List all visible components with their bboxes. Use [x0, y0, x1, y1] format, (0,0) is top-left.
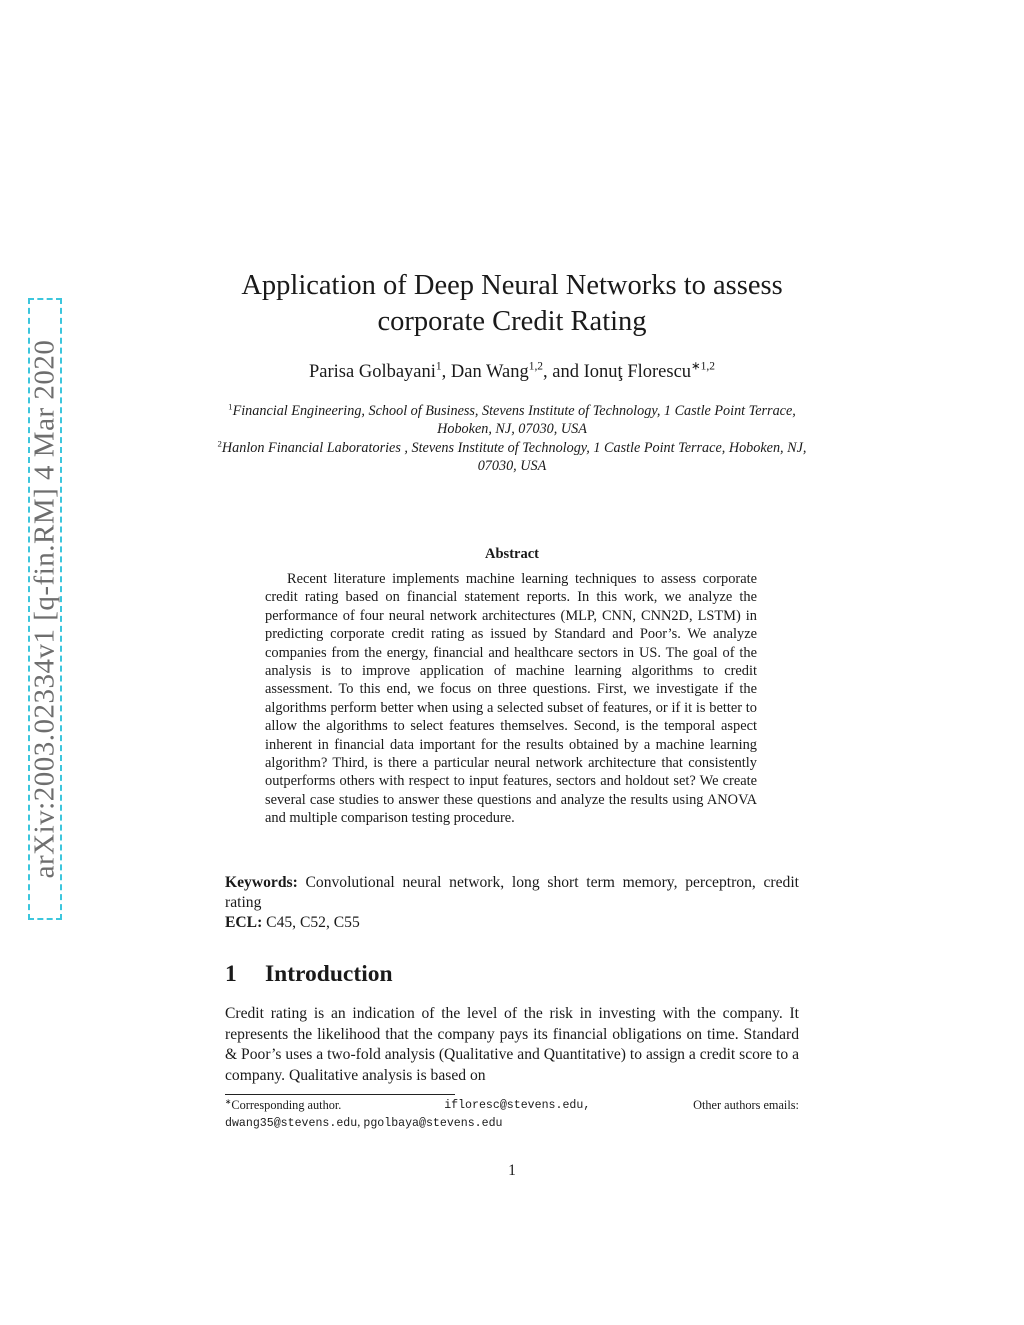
arxiv-stamp	[28, 298, 62, 920]
page-number: 1	[508, 1162, 516, 1179]
affiliation-number: 1	[228, 401, 233, 412]
footnote-corresponding	[225, 1097, 341, 1114]
footnote-line-2: dwang35@stevens.edu, pgolbaya@stevens.edu	[225, 1115, 503, 1130]
keywords-label: Keywords:	[225, 874, 298, 891]
arxiv-identifier: arXiv:2003.02334v1 [q-fin.RM] 4 Mar 2020	[28, 339, 61, 879]
footnote-label: Corresponding author.	[231, 1098, 342, 1112]
footnote-line-1	[225, 1097, 799, 1114]
keywords	[225, 873, 799, 913]
ecl-label: ECL:	[225, 914, 263, 931]
author-name: Parisa Golbayani	[309, 362, 436, 382]
affiliations	[212, 402, 812, 475]
affiliation-number: 2	[217, 437, 222, 448]
author-affiliation-mark: ∗1,2	[691, 360, 715, 373]
affiliation	[212, 402, 812, 439]
section-number: 1	[225, 961, 237, 987]
affiliation	[212, 439, 812, 476]
author-separator: ,	[441, 362, 451, 382]
author-name: Dan Wang	[450, 362, 529, 382]
paper-title	[200, 268, 824, 340]
author-list	[200, 362, 824, 383]
footnote-email: dwang35@stevens.edu	[225, 1117, 358, 1130]
author-affiliation-mark: 1,2	[528, 360, 544, 373]
title-line-2: corporate Credit Rating	[377, 306, 647, 337]
footnote	[225, 1097, 799, 1132]
abstract-heading: Abstract	[485, 546, 539, 562]
footnote-mark: ∗	[225, 1097, 232, 1107]
author-affiliation-mark: 1	[435, 360, 442, 373]
title-line-1: Application of Deep Neural Networks to assess	[241, 270, 783, 301]
author-name: Ionuţ Florescu	[583, 362, 692, 382]
section-heading	[225, 961, 393, 988]
abstract-text: Recent literature implements machine learning techniques to assess corporate credit rating based on financial statement reports. In this work, we analyze the performance of four neural network architectures (MLP, CNN, CNN2D, LSTM) in predicting corporate credit rating as issued by Standard and Poor’s. We analyze companies from the energy, financial and healthcare sectors in US. The goal of the analysis is to improve application of machine learning algorithms to credit assessment. To this end, we focus on three questions. First, we investigate if the algorithms perform better when using a selected subset of features, or if it is better to allow the algorithms to select features themselves. Second, is the temporal aspect inherent in financial data important for the results obtained by a machine learning algorithm? Third, is there a particular neural network architecture that consistently outperforms others with respect to input features, sectors and holdout set? We create several case studies to answer these questions and analyze the results using ANOVA and multiple comparison testing procedure.	[265, 571, 757, 827]
introduction-paragraph: Credit rating is an indication of the level of the risk in investing with the company. It represents the likelihood that the company pays its financial obligations on time. Standard & Poor’s uses a two-fold analysis (Qualitative and Quantitative) to assign a credit score to a company. Qualitative analysis is based on	[225, 1005, 799, 1084]
ecl-text: C45, C52, C55	[266, 914, 360, 931]
section-title: Introduction	[265, 961, 393, 987]
footnote-email: ifloresc@stevens.edu,	[444, 1099, 591, 1112]
keywords-text: Convolutional neural network, long short term memory, perceptron, credit rating	[225, 874, 800, 911]
affiliation-text: Financial Engineering, School of Business, Stevens Institute of Technology, 1 Castle Point Terrace, Hoboken, NJ, 07030, USA	[232, 403, 796, 438]
footnote-other-label: Other authors emails:	[693, 1098, 799, 1112]
ecl-codes	[225, 913, 799, 933]
affiliation-text: Hanlon Financial Laboratories , Stevens Institute of Technology, 1 Castle Point Terrace, Hoboken, NJ, 07030, USA	[221, 439, 807, 474]
author-separator: , and	[543, 362, 584, 382]
footnote-rule	[225, 1094, 455, 1095]
footnote-email: pgolbaya@stevens.edu	[363, 1117, 503, 1130]
